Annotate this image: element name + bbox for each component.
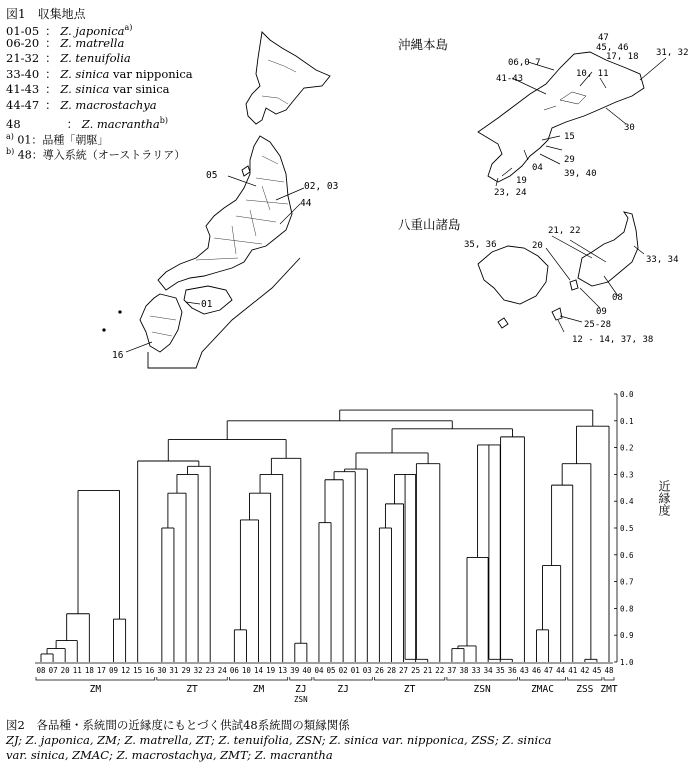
leaf-label: 43 <box>519 666 529 675</box>
leaf-label: 04 <box>314 666 324 675</box>
leaf-label: 42 <box>580 666 590 675</box>
leaf-label: 25 <box>411 666 421 675</box>
figure2-title: 図2 各品種・系統間の近縁度にもとづく供試48系統間の類縁関係 <box>6 718 350 732</box>
yaeyama-title: 八重山諸島 <box>398 217 461 232</box>
leaf-label: 32 <box>193 666 203 675</box>
map-label: 47 <box>598 33 609 43</box>
y-tick-label: 0.8 <box>620 604 634 614</box>
group-bracket <box>519 677 565 680</box>
legend-code: 21-32 <box>6 51 40 65</box>
leaf-label: 36 <box>507 666 517 675</box>
leaf-label: 09 <box>108 666 119 675</box>
group-bracket <box>568 677 602 680</box>
leaf-label: 24 <box>217 666 227 675</box>
leaf-label: 21 <box>423 666 433 675</box>
okinawa-outline <box>478 52 644 182</box>
leaf-label: 46 <box>531 666 542 675</box>
map-label: 02, 03 <box>304 181 339 192</box>
leaf-label: 47 <box>544 666 554 675</box>
leaf-label: 16 <box>145 666 155 675</box>
leaf-label: 27 <box>399 666 409 675</box>
inset-frame <box>148 258 300 368</box>
caption-line: ZJ; Z. japonica, ZM; Z. matrella, ZT; Z. tenuifolia, ZSN; Z. sinica var. nipponica, ZSS; Z. sinica <box>6 733 552 747</box>
leaf-label: 35 <box>495 666 505 675</box>
y-tick-label: 0.9 <box>620 631 634 641</box>
map-label: 06,0 7 <box>508 58 541 68</box>
legend-sep: ： <box>45 23 61 38</box>
group-label: ZSS <box>576 684 594 695</box>
y-tick-label: 0.7 <box>620 577 634 587</box>
leaf-label: 23 <box>205 666 215 675</box>
honshu-outline <box>158 136 292 290</box>
collection-map <box>0 0 700 380</box>
leaf-label: 45 <box>592 666 602 675</box>
leaf-label: 41 <box>568 666 578 675</box>
map-label: 12 - 14, 37, 38 <box>572 335 654 345</box>
leaf-label: 38 <box>459 666 469 675</box>
map-label: 45, 46 <box>596 43 629 53</box>
legend-note: $^{b)}$ 48：導入系統（オーストラリア） <box>6 147 186 162</box>
map-label: 31, 32 <box>656 48 689 58</box>
leaf-label: 08 <box>36 666 46 675</box>
group-label: ZSN <box>473 684 491 695</box>
leaf-label: 13 <box>278 666 288 675</box>
leaf-label: 37 <box>447 666 457 675</box>
map-label: 09 <box>596 307 607 317</box>
leaf-label: 26 <box>374 666 384 675</box>
map-label: 08 <box>612 293 623 303</box>
leaf-label: 06 <box>229 666 239 675</box>
leaf-label: 05 <box>326 666 336 675</box>
hokkaido-outline <box>246 32 330 124</box>
group-label: ZT <box>186 684 198 695</box>
group-bracket <box>314 677 372 680</box>
leaf-label: 22 <box>435 666 445 675</box>
legend-footnote-mark: a) <box>124 23 133 32</box>
map-label: 20 <box>532 241 543 251</box>
y-tick-label: 0.1 <box>620 416 634 426</box>
group-label: ZMT <box>600 684 618 695</box>
map-label: 29 <box>564 155 575 165</box>
group-bracket <box>157 677 227 680</box>
legend-code: 48 <box>6 116 21 131</box>
legend-code: 41-43 <box>6 82 40 96</box>
group-bracket <box>374 677 444 680</box>
legend-code: 44-47 <box>6 97 40 112</box>
legend-species: Z. matrella <box>60 35 125 50</box>
group-bracket <box>290 677 312 680</box>
leaf-label: 01 <box>350 666 360 675</box>
legend-sep: ： <box>45 51 61 65</box>
kyushu-outline <box>140 294 182 352</box>
legend-sep: ： <box>45 35 61 50</box>
figure2-caption <box>6 718 696 763</box>
y-axis-label: 近縁度 <box>657 480 671 516</box>
leaf-label: 10 <box>241 666 251 675</box>
legend-sep: ： <box>66 116 82 131</box>
y-tick-label: 1.0 <box>620 658 634 667</box>
legend-sep: ： <box>45 82 61 96</box>
leaf-label: 34 <box>483 666 493 675</box>
leaf-label: 28 <box>386 666 396 675</box>
figure1-title: 図1 収集地点 <box>6 7 86 21</box>
group-label: ZJ <box>295 684 307 695</box>
leaf-label: 20 <box>60 666 70 675</box>
map-label: 17, 18 <box>606 52 639 62</box>
group-bracket <box>36 677 155 680</box>
legend-species: Z. macrostachya <box>60 97 157 112</box>
legend-species: Z. sinica <box>60 66 110 81</box>
leaf-label: 29 <box>181 666 191 675</box>
leaf-label: 31 <box>169 666 179 675</box>
map-label: 01 <box>201 299 213 310</box>
legend-note-text: 01：品種「朝駆」 <box>17 133 109 147</box>
leaf-label: 18 <box>84 666 94 675</box>
leaf-label: 14 <box>254 666 264 675</box>
y-tick-label: 0.3 <box>620 470 634 480</box>
okinawa-title: 沖縄本島 <box>398 37 449 52</box>
legend-note-text: 48：導入系統（オーストラリア） <box>17 148 186 162</box>
leaf-label: 30 <box>157 666 167 675</box>
y-tick-label: 0.0 <box>620 390 634 399</box>
group-bracket <box>447 677 517 680</box>
leaf-label: 44 <box>556 666 566 675</box>
y-tick-label: 0.6 <box>620 550 634 560</box>
y-tick-label: 0.4 <box>620 497 634 507</box>
map-label: 04 <box>532 163 543 173</box>
leaf-label: 40 <box>302 666 312 675</box>
y-tick-label: 0.5 <box>620 524 634 533</box>
map-label: 35, 36 <box>464 240 497 250</box>
map-label: 25-28 <box>584 320 612 330</box>
legend-species: Z. japonica <box>60 23 125 38</box>
group-label: ZM <box>89 684 102 695</box>
group-label: ZJ <box>337 684 349 695</box>
legend-species: Z. macrantha <box>81 116 160 131</box>
caption-line: var. sinica, ZMAC; Z. macrostachya, ZMT; Z. macrantha <box>6 748 333 762</box>
leaf-label: 03 <box>362 666 372 675</box>
map-label: 41-43 <box>496 74 524 84</box>
group-bracket <box>604 677 614 680</box>
map-label: 21, 22 <box>548 226 581 236</box>
group-label: ZT <box>403 684 416 695</box>
legend-species: Z. tenuifolia <box>60 51 131 65</box>
map-label: 44 <box>300 198 312 209</box>
ishigaki-outline <box>578 212 638 286</box>
legend-species: Z. sinica <box>60 82 110 96</box>
taketomi-island <box>552 308 562 320</box>
iriomote-outline <box>478 246 548 304</box>
legend-code: 33-40 <box>6 66 40 81</box>
leaf-label: 07 <box>48 666 58 675</box>
dendrogram-chart <box>0 380 700 714</box>
legend-variety: var nipponica <box>113 66 193 81</box>
y-tick-label: 0.2 <box>620 443 634 453</box>
small-island <box>570 280 578 290</box>
map-label: 10, 11 <box>576 69 609 79</box>
map-label: 05 <box>206 170 218 181</box>
legend-code: 06-20 <box>6 35 40 50</box>
group-label: ZMAC <box>531 684 554 695</box>
leaf-label: 39 <box>290 666 300 675</box>
legend-code: 01-05 <box>6 23 40 38</box>
map-label: 19 <box>516 176 527 186</box>
map-label: 39, 40 <box>564 169 597 179</box>
legend-note: $^{a)}$ 01：品種「朝駆」 <box>6 131 109 147</box>
map-label: 33, 34 <box>646 255 679 265</box>
leaf-label: 48 <box>604 666 614 675</box>
group-bracket <box>229 677 287 680</box>
legend-sep: ： <box>45 66 61 81</box>
map-label: 23, 24 <box>494 188 527 198</box>
group-label: ZM <box>252 684 265 695</box>
legend-sep: ： <box>45 97 61 112</box>
leaf-label: 02 <box>338 666 348 675</box>
map-label: 15 <box>564 132 575 142</box>
leaf-label: 11 <box>72 666 82 675</box>
legend-footnote-mark: b) <box>159 116 168 125</box>
leaf-label: 33 <box>471 666 481 675</box>
leaf-label: 15 <box>133 666 143 675</box>
leaf-label: 19 <box>266 666 276 675</box>
map-label: 30 <box>624 123 635 133</box>
leaf-label: 17 <box>96 666 106 675</box>
legend-variety: var sinica <box>113 82 170 96</box>
group-sublabel: ZSN <box>294 695 308 704</box>
leaf-label: 12 <box>121 666 131 675</box>
map-label: 16 <box>112 350 124 361</box>
